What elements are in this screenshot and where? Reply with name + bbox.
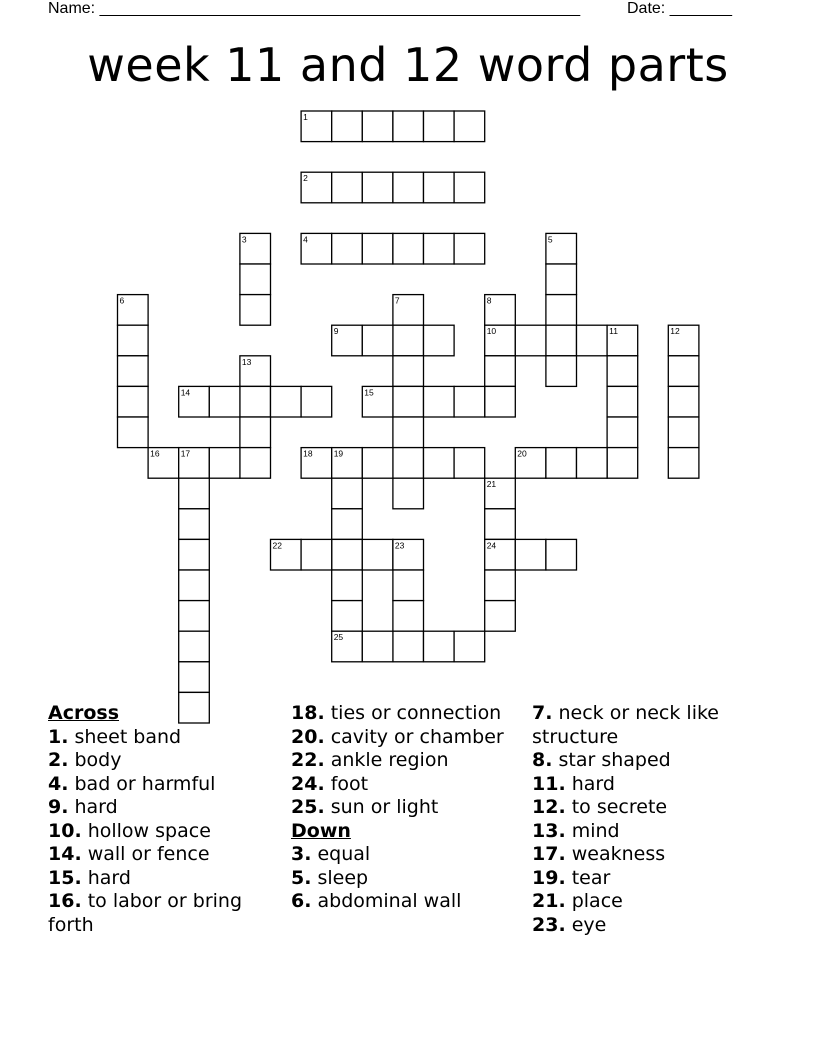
grid-cell[interactable] — [332, 448, 363, 479]
grid-cell[interactable] — [148, 448, 179, 479]
grid-cell[interactable] — [362, 539, 393, 570]
clue-number: 10 — [486, 326, 497, 337]
clue-number: 13 — [241, 356, 252, 367]
clue-number-label: 10. — [48, 819, 82, 842]
clue-text: hard — [81, 866, 131, 889]
clue-text: foot — [324, 772, 369, 795]
grid-cell[interactable] — [393, 325, 424, 356]
clue-number: 8 — [486, 295, 492, 306]
grid-cell[interactable] — [668, 325, 699, 356]
clue-item — [48, 749, 280, 773]
grid-cell[interactable] — [515, 539, 546, 570]
clue-number-label: 5. — [291, 866, 312, 889]
clue-item — [48, 867, 280, 891]
clue-text: ties or connection — [324, 702, 502, 724]
grid-cell[interactable] — [362, 386, 393, 417]
grid-cell[interactable] — [301, 386, 332, 417]
grid-cell[interactable] — [179, 601, 210, 632]
clue-column-1 — [48, 702, 280, 937]
clue-item — [291, 726, 523, 750]
clue-number: 11 — [609, 326, 618, 337]
grid-cell[interactable] — [179, 386, 210, 417]
clue-number-label: 11. — [532, 772, 566, 795]
grid-cell[interactable] — [179, 539, 210, 570]
grid-cell[interactable] — [454, 386, 485, 417]
clue-number-label: 23. — [532, 913, 566, 936]
down-heading: Down — [291, 819, 351, 842]
grid-cell[interactable] — [332, 509, 363, 540]
grid-cell[interactable] — [424, 172, 455, 203]
name-field-label: Name: ______________________________________________________ — [48, 0, 581, 17]
grid-cell[interactable] — [332, 478, 363, 509]
grid-cell[interactable] — [332, 233, 363, 264]
grid-cell[interactable] — [485, 539, 516, 570]
clue-item — [291, 867, 523, 891]
grid-cell[interactable] — [546, 295, 577, 326]
grid-cell[interactable] — [454, 172, 485, 203]
clue-number: 24 — [486, 540, 497, 551]
grid-cell[interactable] — [332, 172, 363, 203]
grid-cell[interactable] — [485, 295, 516, 326]
clue-text: to secrete — [565, 796, 668, 818]
across-clue-list-continued — [291, 702, 523, 820]
grid-cell[interactable] — [515, 448, 546, 479]
clue-text: weakness — [565, 843, 666, 865]
clue-number-label: 13. — [532, 819, 566, 842]
grid-cell[interactable] — [424, 631, 455, 662]
clue-number-label: 1. — [48, 725, 69, 748]
grid-cell[interactable] — [393, 601, 424, 632]
grid-cell[interactable] — [179, 631, 210, 662]
clue-number-label: 18. — [291, 702, 325, 724]
down-clue-list — [291, 843, 523, 914]
grid-cell[interactable] — [332, 539, 363, 570]
clue-number: 15 — [364, 387, 374, 398]
clue-number: 25 — [333, 632, 344, 643]
clue-number: 20 — [517, 448, 527, 459]
grid-cell[interactable] — [301, 172, 332, 203]
clue-item — [532, 914, 772, 938]
clue-item — [48, 843, 280, 867]
grid-cell[interactable] — [179, 478, 210, 509]
across-clue-list — [48, 726, 280, 938]
grid-cell[interactable] — [607, 356, 638, 387]
clue-text: equal — [311, 843, 371, 865]
grid-cell[interactable] — [454, 631, 485, 662]
grid-cell[interactable] — [393, 570, 424, 601]
grid-cell[interactable] — [240, 417, 271, 448]
clue-number: 21 — [486, 479, 497, 490]
grid-cell[interactable] — [515, 325, 546, 356]
clue-number: 4 — [303, 234, 308, 245]
clue-number: 5 — [547, 234, 553, 245]
grid-cell[interactable] — [393, 417, 424, 448]
grid-cell[interactable] — [240, 233, 271, 264]
date-field-label: Date: _______ — [627, 0, 732, 17]
grid-cell[interactable] — [393, 448, 424, 479]
clue-item — [48, 890, 280, 937]
grid-cell[interactable] — [424, 386, 455, 417]
clue-number-label: 19. — [532, 866, 566, 889]
grid-cell[interactable] — [393, 631, 424, 662]
clue-item — [532, 796, 772, 820]
grid-cell[interactable] — [393, 478, 424, 509]
clue-number-label: 22. — [291, 749, 325, 771]
clue-number: 2 — [303, 173, 308, 184]
grid-cell[interactable] — [240, 295, 271, 326]
clue-text: tear — [565, 866, 611, 889]
clue-number: 9 — [333, 326, 339, 337]
clue-number-label: 2. — [48, 749, 69, 771]
grid-cell[interactable] — [209, 386, 240, 417]
grid-cell[interactable] — [118, 295, 149, 326]
grid-cell[interactable] — [393, 386, 424, 417]
grid-cell[interactable] — [607, 325, 638, 356]
clue-number-label: 3. — [291, 843, 312, 865]
clue-number: 12 — [670, 326, 680, 337]
grid-cell[interactable] — [577, 325, 608, 356]
clue-number: 18 — [303, 448, 313, 459]
clue-item — [532, 749, 772, 773]
clue-number: 14 — [180, 387, 191, 398]
grid-cell[interactable] — [607, 386, 638, 417]
grid-cell[interactable] — [424, 233, 455, 264]
clue-item — [291, 702, 523, 726]
grid-cell[interactable] — [485, 601, 516, 632]
clue-text: sheet band — [68, 725, 182, 748]
grid-cell[interactable] — [271, 539, 302, 570]
clue-text: neck or neck like structure — [532, 702, 719, 748]
grid-cell[interactable] — [240, 386, 271, 417]
clue-column-3 — [532, 702, 772, 937]
clue-item — [291, 796, 523, 820]
grid-cell[interactable] — [118, 386, 149, 417]
grid-cell[interactable] — [424, 448, 455, 479]
clue-number: 23 — [394, 540, 405, 551]
grid-cell[interactable] — [485, 386, 516, 417]
grid-cell[interactable] — [332, 325, 363, 356]
clue-number: 3 — [241, 234, 247, 245]
clue-item — [291, 843, 523, 867]
clue-column-2 — [291, 702, 523, 914]
clue-number: 7 — [394, 295, 400, 306]
grid-cell[interactable] — [271, 386, 302, 417]
clue-text: sleep — [311, 866, 369, 889]
clue-number-label: 12. — [532, 796, 566, 818]
grid-cell[interactable] — [332, 631, 363, 662]
clue-text: hard — [68, 796, 118, 818]
clue-number: 1 — [303, 112, 308, 122]
clue-text: wall or fence — [81, 843, 210, 865]
grid-cell[interactable] — [607, 417, 638, 448]
puzzle-title: week 11 and 12 word parts — [87, 38, 729, 92]
clue-item — [48, 796, 280, 820]
clue-text: hollow space — [81, 819, 211, 842]
clue-text: mind — [565, 819, 620, 842]
grid-cell[interactable] — [332, 570, 363, 601]
grid-cell[interactable] — [393, 539, 424, 570]
clue-text: eye — [565, 913, 607, 936]
clue-text: body — [68, 749, 122, 771]
clue-number: 6 — [119, 295, 125, 306]
clue-item — [48, 773, 280, 797]
clue-text: abdominal wall — [311, 890, 462, 912]
grid-cell[interactable] — [118, 325, 149, 356]
down-clue-list-continued — [532, 702, 772, 937]
grid-cell[interactable] — [393, 111, 424, 142]
grid-cell[interactable] — [301, 233, 332, 264]
grid-cell[interactable] — [424, 325, 455, 356]
clue-item — [532, 890, 772, 914]
clue-item — [532, 820, 772, 844]
clue-number-label: 16. — [48, 890, 82, 912]
grid-cell[interactable] — [209, 448, 240, 479]
clue-item — [291, 749, 523, 773]
grid-cell[interactable] — [546, 325, 577, 356]
grid-cell[interactable] — [454, 111, 485, 142]
clue-text: bad or harmful — [68, 772, 216, 795]
clue-item — [532, 773, 772, 797]
grid-cell[interactable] — [424, 111, 455, 142]
clue-number-label: 4. — [48, 772, 69, 795]
grid-cell[interactable] — [393, 356, 424, 387]
clue-item — [291, 773, 523, 797]
clue-number-label: 9. — [48, 796, 69, 818]
clue-number-label: 15. — [48, 866, 82, 889]
grid-cell[interactable] — [179, 662, 210, 693]
grid-cell[interactable] — [240, 448, 271, 479]
clue-item — [48, 726, 280, 750]
grid-cell[interactable] — [301, 539, 332, 570]
grid-cell[interactable] — [393, 295, 424, 326]
grid-cell[interactable] — [179, 570, 210, 601]
grid-cell[interactable] — [546, 264, 577, 295]
across-heading: Across — [48, 702, 120, 724]
grid-cell[interactable] — [301, 111, 332, 142]
grid-cell[interactable] — [668, 386, 699, 417]
clue-item — [48, 820, 280, 844]
clue-text: cavity or chamber — [324, 725, 504, 748]
clue-item — [532, 702, 772, 749]
grid-cell[interactable] — [362, 448, 393, 479]
grid-cell[interactable] — [668, 356, 699, 387]
clue-number: 16 — [150, 448, 160, 459]
grid-cell[interactable] — [332, 601, 363, 632]
clue-item — [291, 890, 523, 914]
grid-cell[interactable] — [362, 111, 393, 142]
clue-text: ankle region — [324, 749, 449, 771]
grid-cell[interactable] — [485, 570, 516, 601]
clue-text: to labor or bring forth — [48, 890, 243, 936]
clue-text: star shaped — [552, 749, 671, 771]
grid-cell[interactable] — [362, 233, 393, 264]
clue-text: sun or light — [324, 796, 439, 818]
grid-cell[interactable] — [546, 233, 577, 264]
grid-cell[interactable] — [179, 509, 210, 540]
grid-cell[interactable] — [118, 356, 149, 387]
clue-number-label: 25. — [291, 796, 325, 818]
clue-number-label: 24. — [291, 772, 325, 795]
grid-cell[interactable] — [332, 111, 363, 142]
grid-cell[interactable] — [362, 325, 393, 356]
grid-cell[interactable] — [118, 417, 149, 448]
clue-number-label: 21. — [532, 890, 566, 912]
clue-text: hard — [565, 772, 615, 795]
grid-cell[interactable] — [668, 448, 699, 479]
grid-cell[interactable] — [179, 448, 210, 479]
grid-cell[interactable] — [485, 509, 516, 540]
clue-number: 17 — [180, 448, 191, 459]
grid-cell[interactable] — [362, 172, 393, 203]
clue-number-label: 17. — [532, 843, 566, 865]
clue-number-label: 6. — [291, 890, 312, 912]
grid-cell[interactable] — [240, 356, 271, 387]
clue-item — [532, 867, 772, 891]
grid-cell[interactable] — [362, 631, 393, 662]
grid-cell[interactable] — [577, 448, 608, 479]
clue-number-label: 8. — [532, 749, 553, 771]
grid-cell[interactable] — [546, 356, 577, 387]
grid-cell[interactable] — [393, 233, 424, 264]
grid-cell[interactable] — [301, 448, 332, 479]
clue-text: place — [565, 890, 623, 912]
grid-cell[interactable] — [485, 356, 516, 387]
clue-number-label: 7. — [532, 702, 553, 724]
clue-number: 19 — [333, 448, 344, 459]
clue-number-label: 20. — [291, 725, 325, 748]
grid-cell[interactable] — [485, 478, 516, 509]
grid-cell[interactable] — [485, 325, 516, 356]
grid-cell[interactable] — [454, 233, 485, 264]
grid-cell[interactable] — [607, 448, 638, 479]
clue-number-label: 14. — [48, 843, 82, 865]
grid-cell[interactable] — [240, 264, 271, 295]
grid-cell[interactable] — [454, 448, 485, 479]
clue-number: 22 — [272, 540, 282, 551]
grid-cell[interactable] — [546, 448, 577, 479]
grid-cell[interactable] — [546, 539, 577, 570]
grid-cell[interactable] — [393, 172, 424, 203]
grid-cell[interactable] — [668, 417, 699, 448]
clue-item — [532, 843, 772, 867]
